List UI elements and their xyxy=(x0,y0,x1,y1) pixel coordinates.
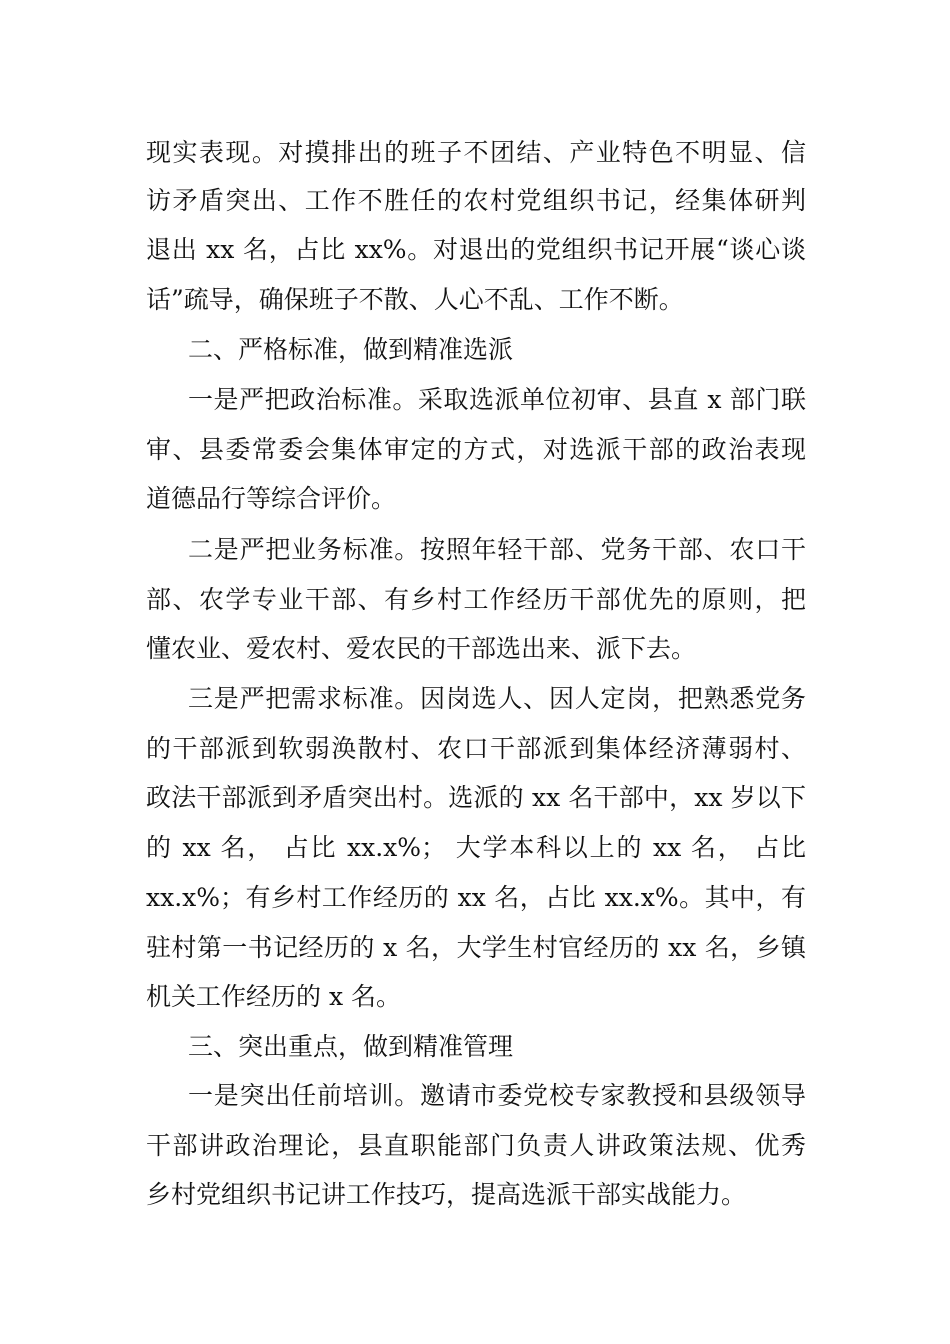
text-line: 现实表现。对摸排出的班子不团结、产业特色不明显、信 xyxy=(146,138,806,167)
text-line: 话”疏导，确保班子不散、人心不乱、工作不断。 xyxy=(146,285,684,314)
text-line: 乡村党组织书记讲工作技巧，提高选派干部实战能力。 xyxy=(146,1180,747,1209)
text-line: 二是严把业务标准。按照年轻干部、党务干部、农口干 xyxy=(188,535,806,564)
text-line: 审、县委常委会集体审定的方式，对选派干部的政治表现 xyxy=(146,435,806,464)
text-line: 部、农学专业干部、有乡村工作经历干部优先的原则，把 xyxy=(146,585,806,614)
text-line: 一是严把政治标准。采取选派单位初审、县直 x 部门联 xyxy=(188,385,806,414)
text-line: 驻村第一书记经历的 x 名，大学生村官经历的 xx 名，乡镇 xyxy=(146,933,806,962)
text-line: 访矛盾突出、工作不胜任的农村党组织书记，经集体研判 xyxy=(146,186,806,215)
text-line: 三是严把需求标准。因岗选人、因人定岗，把熟悉党务 xyxy=(188,684,806,713)
text-line: 道德品行等综合评价。 xyxy=(146,484,397,513)
text-line: 退出 xx 名，占比 xx%。对退出的党组织书记开展“谈心谈 xyxy=(146,235,806,264)
text-line: 一是突出任前培训。邀请市委党校专家教授和县级领导 xyxy=(188,1081,806,1110)
text-line: 干部讲政治理论，县直职能部门负责人讲政策法规、优秀 xyxy=(146,1131,806,1160)
text-line: 懂农业、爱农村、爱农民的干部选出来、派下去。 xyxy=(146,634,697,663)
text-line: 的 xx 名， 占比 xx.x%； 大学本科以上的 xx 名， 占比 xyxy=(146,833,806,862)
text-line: xx.x%；有乡村工作经历的 xx 名，占比 xx.x%。其中，有 xyxy=(146,883,806,912)
text-line: 政法干部派到矛盾突出村。选派的 xx 名干部中，xx 岁以下 xyxy=(146,783,806,812)
section-heading: 二、严格标准，做到精准选派 xyxy=(188,335,514,364)
text-line: 的干部派到软弱涣散村、农口干部派到集体经济薄弱村、 xyxy=(146,734,806,763)
text-line: 机关工作经历的 x 名。 xyxy=(146,982,401,1011)
section-heading: 三、突出重点，做到精准管理 xyxy=(188,1032,514,1061)
